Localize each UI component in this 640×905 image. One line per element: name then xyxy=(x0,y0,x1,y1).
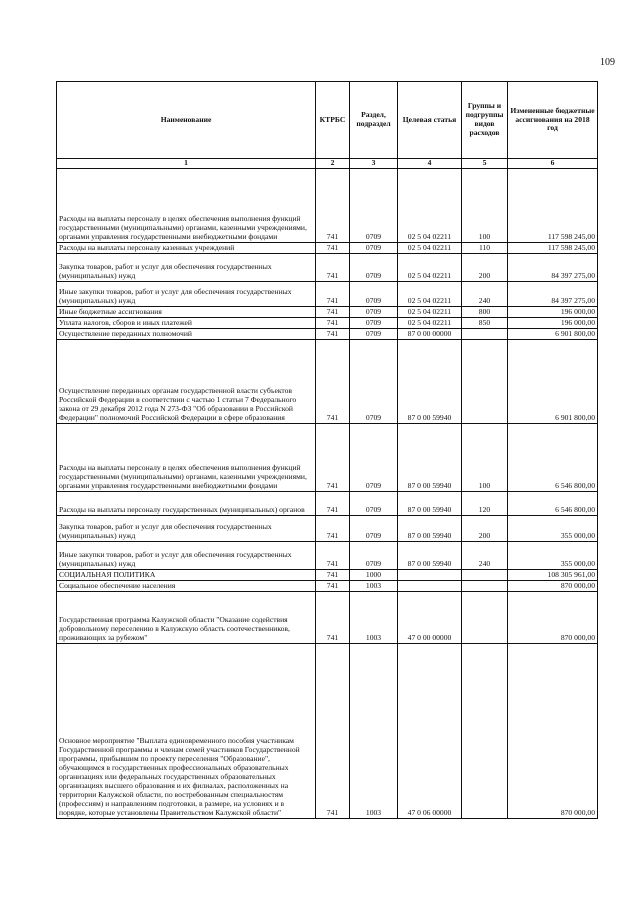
row-section: 0709 xyxy=(350,340,398,424)
row-ktrbs: 741 xyxy=(316,340,350,424)
row-section: 1003 xyxy=(350,644,398,819)
row-name: Уплата налогов, сборов и иных платежей xyxy=(57,318,316,329)
table-row xyxy=(57,329,598,340)
row-group: 800 xyxy=(462,307,508,318)
row-group: 120 xyxy=(462,492,508,516)
row-section: 0709 xyxy=(350,254,398,282)
row-section: 0709 xyxy=(350,318,398,329)
row-amount: 196 000,00 xyxy=(508,318,598,329)
row-target xyxy=(398,570,462,581)
table-row xyxy=(57,581,598,592)
row-section: 0709 xyxy=(350,516,398,542)
row-ktrbs: 741 xyxy=(316,254,350,282)
row-name: Государственная программа Калужской области "Оказание содействия добровольному переселению в Калужскую область соотечественников, проживающих за рубежом" xyxy=(57,592,316,644)
row-amount: 117 598 245,00 xyxy=(508,243,598,254)
row-name: Иные закупки товаров, работ и услуг для обеспечения государственных (муниципальных) нужд xyxy=(57,542,316,570)
row-name: Закупка товаров, работ и услуг для обеспечения государственных (муниципальных) нужд xyxy=(57,254,316,282)
row-amount: 870 000,00 xyxy=(508,592,598,644)
row-section: 0709 xyxy=(350,243,398,254)
row-section: 1000 xyxy=(350,570,398,581)
row-amount: 196 000,00 xyxy=(508,307,598,318)
table-row xyxy=(57,282,598,307)
row-ktrbs: 741 xyxy=(316,516,350,542)
row-section: 0709 xyxy=(350,169,398,243)
row-group xyxy=(462,340,508,424)
row-group: 240 xyxy=(462,542,508,570)
table-row xyxy=(57,307,598,318)
row-group xyxy=(462,570,508,581)
row-target: 02 5 04 02211 xyxy=(398,254,462,282)
row-name: Осуществление переданных органам государственной власти субъектов Российской Федерации в соответствии с частью 1 статьи 7 Федерального закона от 29 декабря 2012 года N 273-ФЗ "Об образовании в Российской Федерации" полномочий Российской Федерации в сфере образования xyxy=(57,340,316,424)
row-amount: 84 397 275,00 xyxy=(508,254,598,282)
table-row xyxy=(57,570,598,581)
row-group: 850 xyxy=(462,318,508,329)
header-ktrbs: КТРБС xyxy=(316,82,350,159)
budget-table xyxy=(56,81,598,819)
row-target: 87 0 00 00000 xyxy=(398,329,462,340)
row-ktrbs: 741 xyxy=(316,570,350,581)
column-number: 4 xyxy=(398,159,462,169)
row-target: 02 5 04 02211 xyxy=(398,307,462,318)
table-row xyxy=(57,169,598,243)
row-group: 100 xyxy=(462,424,508,492)
row-section: 1003 xyxy=(350,581,398,592)
row-target: 87 0 00 59940 xyxy=(398,492,462,516)
row-ktrbs: 741 xyxy=(316,644,350,819)
row-group xyxy=(462,581,508,592)
row-section: 0709 xyxy=(350,282,398,307)
row-target: 87 0 00 59940 xyxy=(398,424,462,492)
row-target: 02 5 04 02211 xyxy=(398,243,462,254)
row-section: 0709 xyxy=(350,307,398,318)
row-name: Социальное обеспечение населения xyxy=(57,581,316,592)
row-ktrbs: 741 xyxy=(316,592,350,644)
row-target: 87 0 00 59940 xyxy=(398,542,462,570)
row-amount: 6 546 800,00 xyxy=(508,492,598,516)
row-group xyxy=(462,329,508,340)
header-amount: Измененные бюджетные ассигнования на 2018 год xyxy=(508,82,598,159)
column-number: 1 xyxy=(57,159,316,169)
column-number: 6 xyxy=(508,159,598,169)
table-row xyxy=(57,318,598,329)
column-number: 3 xyxy=(350,159,398,169)
row-amount: 6 901 800,00 xyxy=(508,329,598,340)
row-name: СОЦИАЛЬНАЯ ПОЛИТИКА xyxy=(57,570,316,581)
row-section: 1003 xyxy=(350,592,398,644)
row-amount: 870 000,00 xyxy=(508,581,598,592)
table-row xyxy=(57,254,598,282)
row-name: Иные бюджетные ассигнования xyxy=(57,307,316,318)
table-row xyxy=(57,542,598,570)
row-name: Осуществление переданных полномочий xyxy=(57,329,316,340)
row-section: 0709 xyxy=(350,492,398,516)
row-name: Закупка товаров, работ и услуг для обеспечения государственных (муниципальных) нужд xyxy=(57,516,316,542)
row-group: 110 xyxy=(462,243,508,254)
row-ktrbs: 741 xyxy=(316,282,350,307)
header-name: Наименование xyxy=(57,82,316,159)
column-number: 2 xyxy=(316,159,350,169)
row-ktrbs: 741 xyxy=(316,318,350,329)
row-target: 87 0 00 59940 xyxy=(398,516,462,542)
row-target xyxy=(398,581,462,592)
table-row xyxy=(57,424,598,492)
table-row xyxy=(57,243,598,254)
row-target: 02 5 04 02211 xyxy=(398,318,462,329)
column-number: 5 xyxy=(462,159,508,169)
row-ktrbs: 741 xyxy=(316,492,350,516)
row-amount: 117 598 245,00 xyxy=(508,169,598,243)
row-section: 0709 xyxy=(350,424,398,492)
column-number-row xyxy=(57,159,598,169)
row-amount: 870 000,00 xyxy=(508,644,598,819)
row-amount: 84 397 275,00 xyxy=(508,282,598,307)
row-name: Расходы на выплаты персоналу в целях обеспечения выполнения функций государственными (муниципальными) органами, казенными учреждениями, органами управления государственными внебюджетными фондами xyxy=(57,169,316,243)
row-target: 47 0 06 00000 xyxy=(398,644,462,819)
row-name: Расходы на выплаты персоналу в целях обеспечения выполнения функций государственными (муниципальными) органами, казенными учреждениями, органами управления государственными внебюджетными фондами xyxy=(57,424,316,492)
row-ktrbs: 741 xyxy=(316,307,350,318)
row-amount: 355 000,00 xyxy=(508,542,598,570)
row-amount: 6 901 800,00 xyxy=(508,340,598,424)
header-target: Целевая статья xyxy=(398,82,462,159)
row-target: 87 0 00 59940 xyxy=(398,340,462,424)
row-amount: 6 546 800,00 xyxy=(508,424,598,492)
row-target: 02 5 04 02211 xyxy=(398,282,462,307)
row-name: Расходы на выплаты персоналу государственных (муниципальных) органов xyxy=(57,492,316,516)
table-row xyxy=(57,592,598,644)
row-section: 0709 xyxy=(350,542,398,570)
row-group: 200 xyxy=(462,516,508,542)
row-target: 02 5 04 02211 xyxy=(398,169,462,243)
table-row xyxy=(57,492,598,516)
header-groups: Группы и подгруппы видов расходов xyxy=(462,82,508,159)
row-amount: 108 305 961,00 xyxy=(508,570,598,581)
row-ktrbs: 741 xyxy=(316,581,350,592)
header-section: Раздел, подраздел xyxy=(350,82,398,159)
row-group xyxy=(462,592,508,644)
row-group: 200 xyxy=(462,254,508,282)
row-ktrbs: 741 xyxy=(316,243,350,254)
row-name: Основное мероприятие "Выплата единовременного пособия участникам Государственной программы и членам семей участников Государственной программы, прибывшим по проекту переселения "Образование", обучающимся в государственных профессиональных образовательных организациях или федеральных государственных образовательных организациях высшего образования и их филиалах, расположенных на территории Калужской области, по востребованным специальностям (профессиям) и направлениям подготовки, в размере, на условиях и в порядке, которые установлены Правительством Калужской области" xyxy=(57,644,316,819)
table-row xyxy=(57,516,598,542)
row-ktrbs: 741 xyxy=(316,424,350,492)
page-number: 109 xyxy=(600,57,615,68)
row-ktrbs: 741 xyxy=(316,329,350,340)
row-name: Расходы на выплаты персоналу казенных учреждений xyxy=(57,243,316,254)
row-group: 100 xyxy=(462,169,508,243)
row-ktrbs: 741 xyxy=(316,542,350,570)
row-section: 0709 xyxy=(350,329,398,340)
row-ktrbs: 741 xyxy=(316,169,350,243)
row-amount: 355 000,00 xyxy=(508,516,598,542)
row-group: 240 xyxy=(462,282,508,307)
table-row xyxy=(57,644,598,819)
row-name: Иные закупки товаров, работ и услуг для обеспечения государственных (муниципальных) нужд xyxy=(57,282,316,307)
row-group xyxy=(462,644,508,819)
table-row xyxy=(57,340,598,424)
row-target: 47 0 00 00000 xyxy=(398,592,462,644)
table-header-row xyxy=(57,82,598,159)
